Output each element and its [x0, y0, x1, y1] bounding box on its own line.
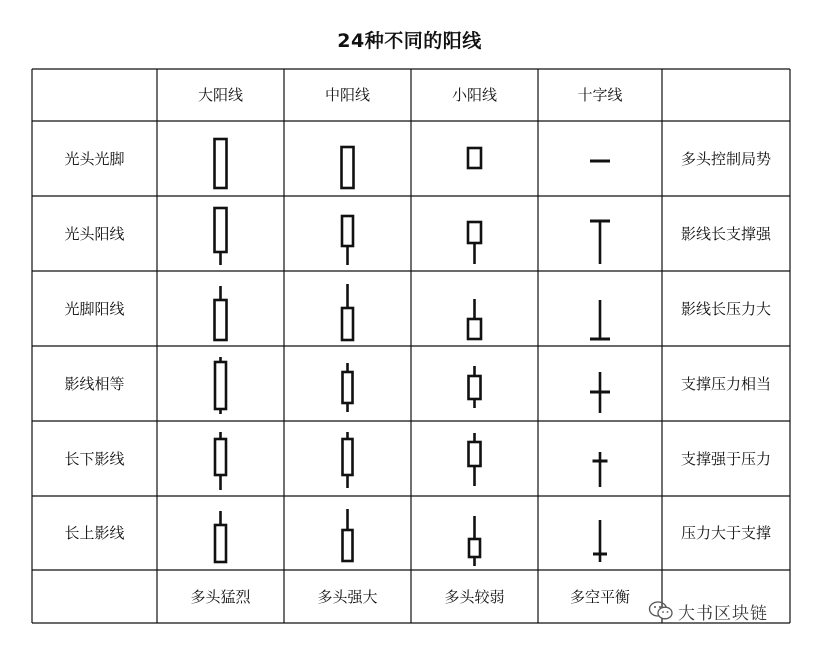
page-title: 24种不同的阳线 [337, 30, 482, 52]
column-header: 小阳线 [451, 86, 497, 104]
row-note: 压力大于支撑 [680, 524, 771, 542]
row-note: 支撑强于压力 [680, 449, 771, 468]
candle-body [215, 439, 226, 475]
row-label: 光头光脚 [64, 149, 125, 168]
row-label: 光头阳线 [64, 224, 125, 243]
column-header: 十字线 [577, 86, 623, 104]
row-note: 多头控制局势 [680, 149, 771, 168]
watermark-text: 大书区块链 [678, 603, 768, 624]
candle-body [469, 442, 481, 466]
candle-body [342, 308, 353, 340]
footer-label: 多头较弱 [444, 587, 505, 606]
wechat-icon [648, 600, 674, 622]
row-note: 影线长支撑强 [680, 224, 771, 243]
candle-body [468, 148, 481, 168]
candle-body [468, 319, 481, 339]
footer-label: 多头强大 [317, 587, 378, 606]
candle-body [469, 539, 480, 557]
row-label: 影线相等 [64, 374, 125, 393]
candle-body [215, 139, 227, 188]
candle-body [342, 147, 354, 188]
candle-body [215, 208, 227, 252]
row-note: 支撑压力相当 [680, 374, 771, 393]
footer-label: 多头猛烈 [190, 587, 251, 606]
footer-label: 多空平衡 [569, 587, 630, 606]
row-label: 长上影线 [64, 524, 125, 542]
candle-body [215, 300, 227, 340]
row-label: 长下影线 [64, 449, 125, 468]
candle-body [468, 222, 481, 243]
candle-body [215, 525, 226, 562]
candle-body [343, 530, 353, 561]
column-header: 中阳线 [324, 86, 370, 104]
candle-body [343, 372, 353, 403]
candle-body [215, 362, 226, 409]
row-note: 影线长压力大 [680, 299, 771, 318]
row-label: 光脚阳线 [64, 299, 125, 318]
column-header: 大阳线 [197, 86, 243, 104]
candle-body [469, 376, 481, 399]
candle-body [343, 439, 353, 475]
watermark [648, 597, 768, 625]
candle-body [342, 216, 353, 246]
